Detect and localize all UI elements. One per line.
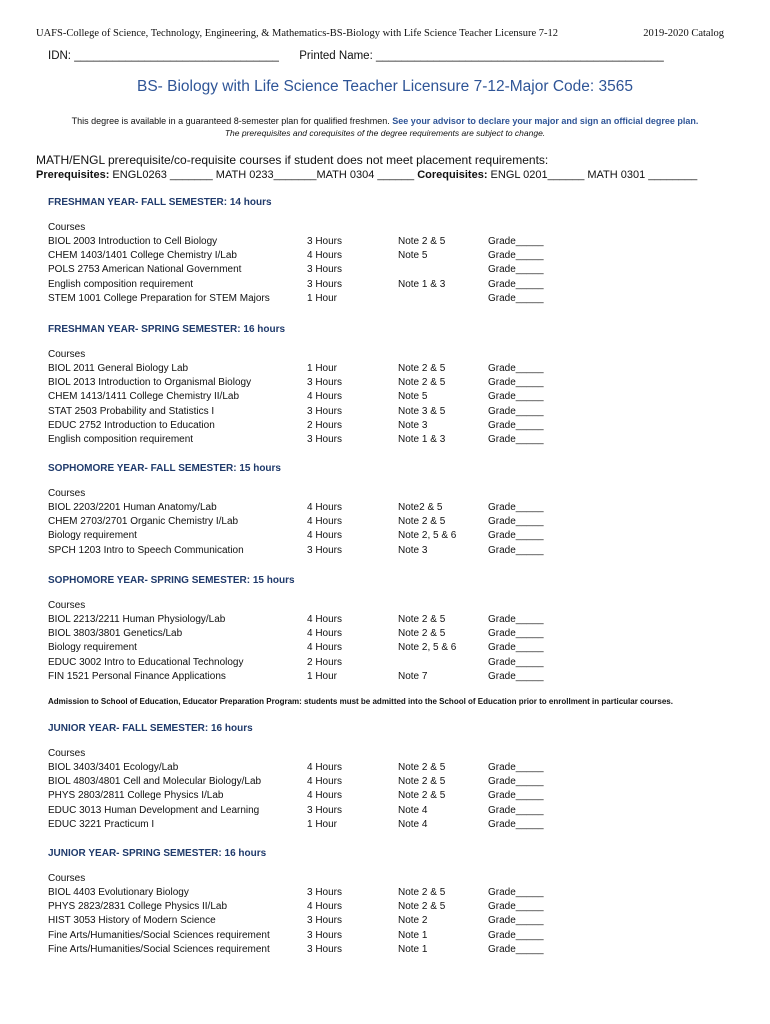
courses-label: Courses: [48, 349, 86, 360]
semester-block: [48, 197, 748, 306]
course-hours: 3 Hours: [307, 887, 343, 898]
course-hours: 2 Hours: [307, 656, 343, 668]
course-name: Biology requirement: [48, 642, 137, 654]
course-row: [48, 292, 748, 306]
course-note: Note 2 & 5: [398, 614, 446, 625]
course-note: Note 2 & 5: [398, 762, 446, 773]
course-hours: 3 Hours: [307, 929, 343, 941]
course-name: Fine Arts/Humanities/Social Sciences requirement: [48, 929, 270, 941]
course-row: [48, 775, 748, 789]
courses-label: Courses: [48, 488, 86, 499]
grade-field[interactable]: Grade_____: [488, 530, 544, 542]
course-hours: 4 Hours: [307, 614, 343, 625]
course-name: Biology requirement: [48, 530, 137, 542]
course-note: Note 5: [398, 391, 428, 403]
semester-block: [48, 324, 748, 447]
course-note: Note 2 & 5: [398, 790, 446, 802]
course-hours: 4 Hours: [307, 391, 343, 403]
grade-field[interactable]: Grade_____: [488, 250, 544, 262]
course-note: Note 4: [398, 804, 428, 816]
course-row: [48, 263, 748, 277]
grade-field[interactable]: Grade_____: [488, 776, 544, 788]
course-row: [48, 278, 748, 292]
course-note: Note 2 & 5: [398, 363, 446, 374]
course-name: EDUC 3002 Intro to Educational Technology: [48, 656, 244, 668]
course-row: [48, 362, 748, 376]
semester-block: [48, 848, 748, 957]
course-row: [48, 900, 748, 914]
math-engl-heading: MATH/ENGL prerequisite/co-requisite courses if student does not meet placement requirements:: [36, 153, 549, 167]
grade-field[interactable]: Grade_____: [488, 929, 544, 941]
course-hours: 3 Hours: [307, 943, 343, 955]
course-row: [48, 390, 748, 404]
semester-title: SOPHOMORE YEAR- FALL SEMESTER: 15 hours: [48, 463, 281, 474]
course-note: Note 3 & 5: [398, 405, 446, 417]
course-note: Note 1: [398, 929, 428, 941]
course-name: CHEM 1403/1401 College Chemistry I/Lab: [48, 250, 237, 262]
course-note: Note 1 & 3: [398, 278, 446, 290]
course-note: Note 3: [398, 544, 428, 556]
course-row: [48, 914, 748, 928]
course-name: EDUC 2752 Introduction to Education: [48, 419, 215, 431]
catalog-year: 2019-2020 Catalog: [643, 28, 724, 39]
course-note: Note 2: [398, 915, 428, 927]
availability-plain: This degree is available in a guaranteed 8-semester plan for qualified freshmen.: [71, 116, 393, 126]
course-note: Note2 & 5: [398, 502, 443, 513]
availability-advisor: See your advisor to declare your major and sign an official degree plan.: [392, 116, 699, 126]
grade-field[interactable]: Grade_____: [488, 915, 544, 927]
grade-field[interactable]: Grade_____: [488, 628, 544, 640]
course-name: PHYS 2803/2811 College Physics I/Lab: [48, 790, 224, 802]
coreq-text: ENGL 0201______ MATH 0301 ________: [487, 169, 698, 181]
course-hours: 3 Hours: [307, 264, 343, 276]
semester-title: JUNIOR YEAR- FALL SEMESTER: 16 hours: [48, 723, 253, 734]
grade-field[interactable]: Grade_____: [488, 502, 544, 513]
course-name: STEM 1001 College Preparation for STEM Majors: [48, 292, 270, 304]
grade-field[interactable]: Grade_____: [488, 405, 544, 417]
course-row: [48, 405, 748, 419]
course-row: [48, 544, 748, 558]
grade-field[interactable]: Grade_____: [488, 943, 544, 955]
course-hours: 3 Hours: [307, 804, 343, 816]
semester-block: [48, 575, 748, 684]
prereq-label: Prerequisites:: [36, 169, 110, 181]
grade-field[interactable]: Grade_____: [488, 901, 544, 913]
course-name: FIN 1521 Personal Finance Applications: [48, 670, 226, 682]
grade-field[interactable]: Grade_____: [488, 516, 544, 528]
course-note: Note 2 & 5: [398, 236, 446, 247]
grade-field[interactable]: Grade_____: [488, 762, 544, 773]
grade-field[interactable]: Grade_____: [488, 433, 544, 445]
grade-field[interactable]: Grade_____: [488, 363, 544, 374]
course-note: Note 2 & 5: [398, 516, 446, 528]
course-note: Note 2, 5 & 6: [398, 530, 457, 542]
course-hours: 4 Hours: [307, 901, 343, 913]
semester-title: JUNIOR YEAR- SPRING SEMESTER: 16 hours: [48, 848, 267, 859]
course-hours: 1 Hour: [307, 670, 338, 682]
course-row: [48, 761, 748, 775]
grade-field[interactable]: Grade_____: [488, 544, 544, 556]
course-hours: 3 Hours: [307, 377, 343, 389]
semester-title: SOPHOMORE YEAR- SPRING SEMESTER: 15 hours: [48, 575, 295, 586]
id-line: [48, 50, 664, 62]
course-row: [48, 613, 748, 627]
course-row: [48, 433, 748, 447]
prereq-change-note: The prerequisites and corequisites of the degree requirements are subject to change.: [224, 128, 546, 138]
grade-field[interactable]: Grade_____: [488, 642, 544, 654]
course-row: [48, 929, 748, 943]
semester-title: FRESHMAN YEAR- FALL SEMESTER: 14 hours: [48, 197, 272, 208]
course-note: Note 1 & 3: [398, 433, 446, 445]
course-hours: 4 Hours: [307, 790, 343, 802]
course-name: BIOL 3403/3401 Ecology/Lab: [48, 762, 179, 773]
course-row: [48, 515, 748, 529]
course-name: EDUC 3221 Practicum I: [48, 818, 155, 830]
course-note: Note 1: [398, 943, 428, 955]
course-note: Note 2 & 5: [398, 776, 446, 788]
course-name: BIOL 2003 Introduction to Cell Biology: [48, 236, 218, 247]
grade-field[interactable]: Grade_____: [488, 887, 544, 898]
course-row: [48, 818, 748, 832]
grade-field[interactable]: Grade_____: [488, 670, 544, 682]
course-hours: 3 Hours: [307, 278, 343, 290]
grade-field[interactable]: Grade_____: [488, 292, 544, 304]
prereq-line: [36, 169, 697, 181]
course-name: CHEM 1413/1411 College Chemistry II/Lab: [48, 391, 240, 403]
course-name: English composition requirement: [48, 278, 194, 290]
course-hours: 3 Hours: [307, 544, 343, 556]
course-name: BIOL 2203/2201 Human Anatomy/Lab: [48, 502, 217, 513]
course-hours: 4 Hours: [307, 502, 343, 513]
grade-field[interactable]: Grade_____: [488, 236, 544, 247]
course-row: [48, 419, 748, 433]
document-header: [36, 28, 724, 39]
courses-label: Courses: [48, 748, 86, 759]
course-row: [48, 886, 748, 900]
course-hours: 4 Hours: [307, 250, 343, 262]
grade-field[interactable]: Grade_____: [488, 614, 544, 625]
course-hours: 4 Hours: [307, 516, 343, 528]
course-name: English composition requirement: [48, 433, 194, 445]
course-hours: 4 Hours: [307, 776, 343, 788]
grade-field[interactable]: Grade_____: [488, 264, 544, 276]
course-name: PHYS 2823/2831 College Physics II/Lab: [48, 901, 227, 913]
courses-label: Courses: [48, 873, 86, 884]
course-hours: 1 Hour: [307, 292, 338, 304]
course-name: SPCH 1203 Intro to Speech Communication: [48, 544, 244, 556]
course-note: Note 2 & 5: [398, 887, 446, 898]
courses-label: Courses: [48, 222, 86, 233]
course-hours: 4 Hours: [307, 642, 343, 654]
course-row: [48, 943, 748, 957]
availability-note: [0, 116, 770, 126]
grade-field[interactable]: Grade_____: [488, 656, 544, 668]
course-row: [48, 670, 748, 684]
course-name: HIST 3053 History of Modern Science: [48, 915, 216, 927]
grade-field[interactable]: Grade_____: [488, 391, 544, 403]
course-note: Note 2 & 5: [398, 377, 446, 389]
coreq-label: Corequisites:: [417, 169, 488, 181]
course-row: [48, 376, 748, 390]
course-name: EDUC 3013 Human Development and Learning: [48, 804, 260, 816]
course-row: [48, 235, 748, 249]
course-row: [48, 501, 748, 515]
grade-field[interactable]: Grade_____: [488, 818, 544, 830]
course-row: [48, 789, 748, 803]
course-hours: 4 Hours: [307, 762, 343, 773]
course-name: STAT 2503 Probability and Statistics I: [48, 405, 215, 417]
course-row: [48, 804, 748, 818]
grade-field[interactable]: Grade_____: [488, 790, 544, 802]
prereq-text: ENGL0263 _______ MATH 0233_______MATH 0304 ______: [109, 169, 418, 181]
course-note: Note 4: [398, 818, 428, 830]
course-hours: 3 Hours: [307, 236, 343, 247]
course-name: CHEM 2703/2701 Organic Chemistry I/Lab: [48, 516, 239, 528]
course-hours: 3 Hours: [307, 915, 343, 927]
printed-name-field[interactable]: Printed Name: _____________________________________________: [299, 50, 664, 62]
course-note: Note 3: [398, 419, 428, 431]
course-hours: 3 Hours: [307, 405, 343, 417]
admission-note: Admission to School of Education, Educator Preparation Program: students must be admitted into the School of Education prior to enrollment in particular courses.: [48, 697, 673, 706]
course-hours: 2 Hours: [307, 419, 343, 431]
page-title: BS- Biology with Life Science Teacher Licensure 7-12-Major Code: 3565: [137, 78, 633, 95]
course-name: BIOL 2011 General Biology Lab: [48, 363, 189, 374]
semester-block: [48, 463, 748, 558]
course-name: BIOL 2013 Introduction to Organismal Biology: [48, 377, 252, 389]
course-row: [48, 249, 748, 263]
course-row: [48, 641, 748, 655]
course-hours: 3 Hours: [307, 433, 343, 445]
course-note: Note 2 & 5: [398, 628, 446, 640]
semester-block: [48, 723, 748, 832]
course-row: [48, 627, 748, 641]
course-hours: 1 Hour: [307, 818, 338, 830]
course-hours: 4 Hours: [307, 530, 343, 542]
course-note: Note 2 & 5: [398, 901, 446, 913]
course-row: [48, 529, 748, 543]
course-note: Note 7: [398, 670, 428, 682]
course-name: BIOL 2213/2211 Human Physiology/Lab: [48, 614, 226, 625]
course-row: [48, 656, 748, 670]
course-name: POLS 2753 American National Government: [48, 264, 242, 276]
course-name: BIOL 4403 Evolutionary Biology: [48, 887, 189, 898]
course-hours: 1 Hour: [307, 363, 338, 374]
course-name: Fine Arts/Humanities/Social Sciences requirement: [48, 943, 270, 955]
course-name: BIOL 4803/4801 Cell and Molecular Biology/Lab: [48, 776, 262, 788]
course-note: Note 2, 5 & 6: [398, 642, 457, 654]
grade-field[interactable]: Grade_____: [488, 278, 544, 290]
semester-title: FRESHMAN YEAR- SPRING SEMESTER: 16 hours: [48, 324, 286, 335]
idn-field[interactable]: IDN: ________________________________: [48, 50, 279, 62]
courses-label: Courses: [48, 600, 86, 611]
course-note: Note 5: [398, 250, 428, 262]
program-line: UAFS-College of Science, Technology, Engineering, & Mathematics-BS-Biology with Life Science Teacher Licensure 7-12: [36, 28, 559, 39]
course-hours: 4 Hours: [307, 628, 343, 640]
grade-field[interactable]: Grade_____: [488, 419, 544, 431]
grade-field[interactable]: Grade_____: [488, 804, 544, 816]
grade-field[interactable]: Grade_____: [488, 377, 544, 389]
course-name: BIOL 3803/3801 Genetics/Lab: [48, 628, 183, 640]
